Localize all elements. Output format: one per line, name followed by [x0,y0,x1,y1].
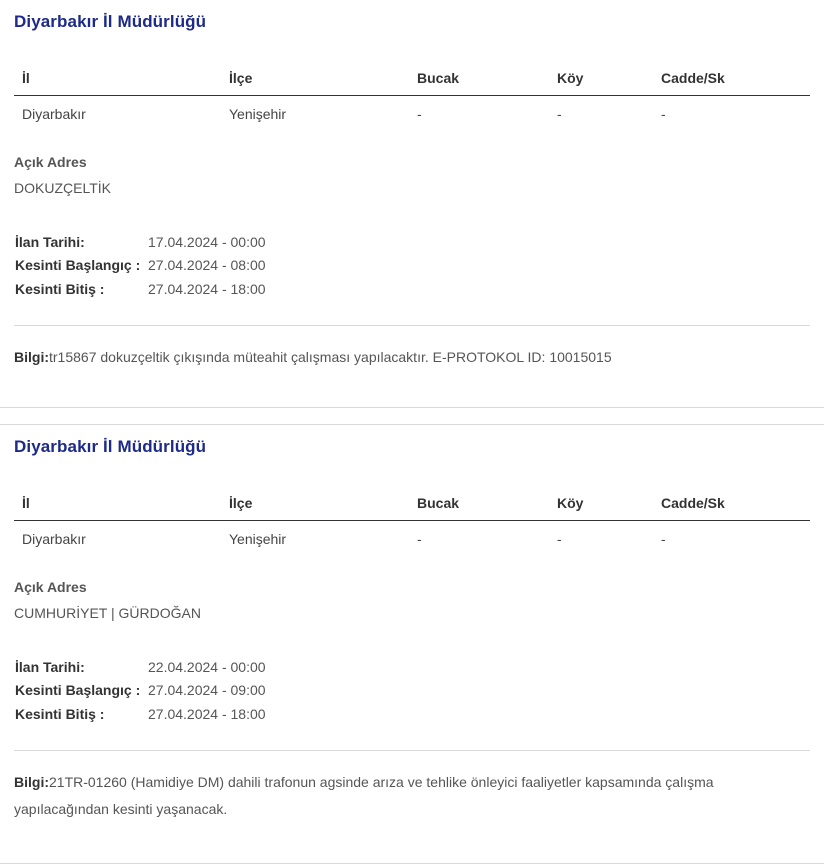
info-label: Bilgi: [14,349,49,365]
outage-notice-card [0,0,824,408]
table-header-row [14,489,810,521]
announce-date-row [15,655,266,679]
announce-date-value: 22.04.2024 - 00:00 [148,658,266,675]
info-value: 21TR-01260 (Hamidiye DM) dahili trafonun agsinde arıza ve tehlike önleyici faaliyetler kapsamında çalışma yapılacağından kesinti yaşanacak. [14,774,714,817]
cell-il: Diyarbakır [22,531,86,547]
header-il: İl [14,489,221,521]
cell-bucak: - [417,106,422,122]
header-cadde: Cadde/Sk [653,64,810,96]
outage-end-row [15,277,266,301]
header-cadde: Cadde/Sk [653,489,810,521]
header-il: İl [14,64,221,96]
divider [14,750,810,751]
cell-koy: - [557,106,562,122]
outage-start-value: 27.04.2024 - 09:00 [148,682,266,699]
cell-cadde: - [661,531,666,547]
location-table [14,64,810,122]
outage-start-label: Kesinti Başlangıç : [15,257,141,274]
notice-title: Diyarbakır İl Müdürlüğü [14,437,207,456]
outage-end-row [15,702,266,726]
outage-end-label: Kesinti Bitiş : [15,705,105,722]
address-label: Açık Adres [14,579,87,595]
notice-title: Diyarbakır İl Müdürlüğü [14,12,207,31]
cell-ilce: Yenişehir [229,531,287,547]
location-table [14,489,810,547]
header-koy: Köy [549,64,653,96]
header-ilce: İlçe [221,489,409,521]
announce-date-value: 17.04.2024 - 00:00 [148,233,266,250]
table-header-row [14,64,810,96]
outage-end-label: Kesinti Bitiş : [15,280,105,297]
outage-notice-card [0,424,824,864]
cell-il: Diyarbakır [22,106,86,122]
outage-end-value: 27.04.2024 - 18:00 [148,705,266,722]
header-bucak: Bucak [409,489,549,521]
outage-start-value: 27.04.2024 - 08:00 [148,257,266,274]
outage-start-label: Kesinti Başlangıç : [15,682,141,699]
divider [14,325,810,326]
info-text [14,769,794,823]
info-label: Bilgi: [14,774,49,790]
outage-start-row [15,254,266,278]
outage-start-row [15,679,266,703]
announce-date-label: İlan Tarihi: [15,233,85,250]
cell-koy: - [557,531,562,547]
cell-bucak: - [417,531,422,547]
date-details [15,230,266,301]
address-label: Açık Adres [14,154,87,170]
announce-date-row [15,230,266,254]
header-bucak: Bucak [409,64,549,96]
table-row [14,96,810,123]
info-text [14,344,794,371]
header-koy: Köy [549,489,653,521]
date-details [15,655,266,726]
address-value: DOKUZÇELTİK [14,180,111,196]
table-row [14,521,810,548]
address-value: CUMHURİYET | GÜRDOĞAN [14,605,201,621]
cell-ilce: Yenişehir [229,106,287,122]
outage-end-value: 27.04.2024 - 18:00 [148,280,266,297]
cell-cadde: - [661,106,666,122]
announce-date-label: İlan Tarihi: [15,658,85,675]
info-value: tr15867 dokuzçeltik çıkışında müteahit çalışması yapılacaktır. E-PROTOKOL ID: 10015015 [49,349,612,365]
header-ilce: İlçe [221,64,409,96]
